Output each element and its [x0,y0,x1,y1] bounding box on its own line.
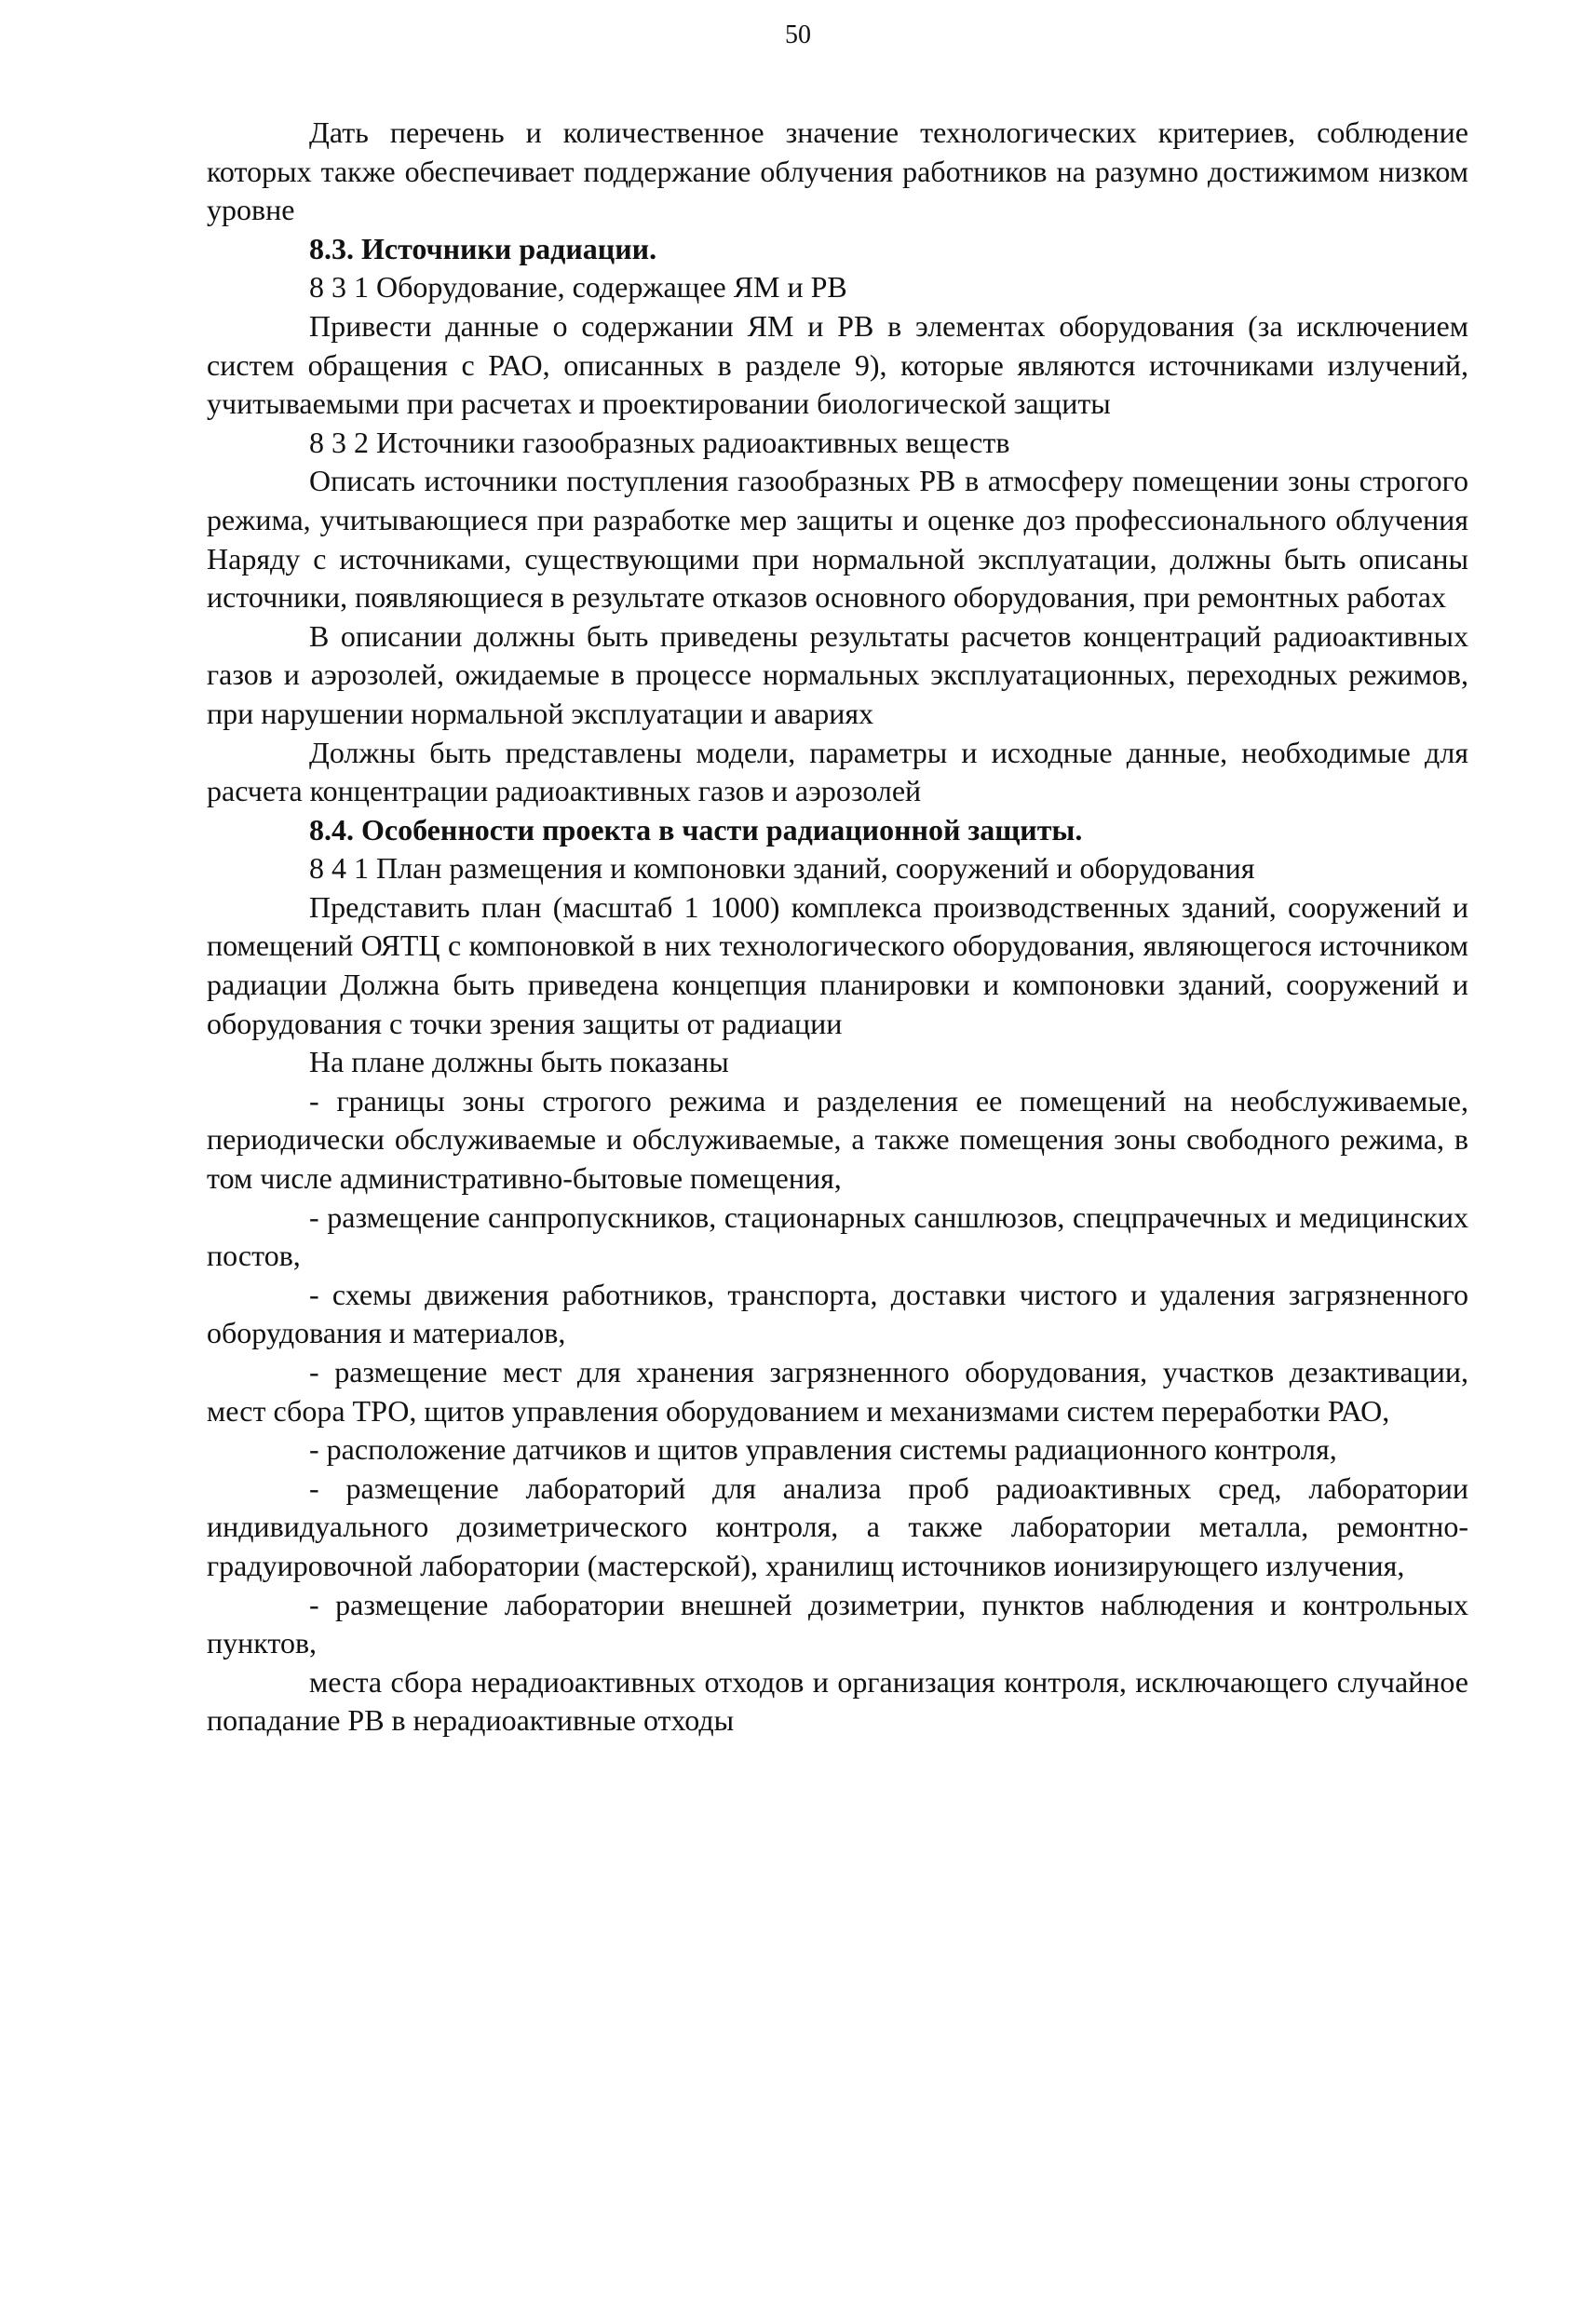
subsection-title-8-3-1: 8 3 1 Оборудование, содержащее ЯМ и РВ [309,270,847,305]
paragraph-8-4-1: Представить план (масштаб 1 1000) комплекса производственных зданий, сооружений и помещений ОЯТЦ с компоновкой в них технологического оборудования, являющегося источником радиации Должна быть приведена концепция планировки и компоновки зданий, сооружений и оборудования с точки зрения защиты от радиации [207,889,1468,1040]
page-number: 50 [785,20,811,49]
paragraph-8-3-2-c: Должны быть представлены модели, параметры и исходные данные, необходимые для расчета концентрации радиоактивных газов и аэрозолей [207,735,1468,808]
paragraph-8-3-2-a: Описать источники поступления газообразных РВ в атмосферу помещении зоны строгого режима, учитывающиеся при разработке мер защиты и оценке доз профессионального облучения Наряду с источниками, существующими при нормальной эксплуатации, должны быть описаны источники, появляющиеся в результате отказов основного оборудования, при ремонтных работах [207,464,1468,615]
list-item: места сбора нерадиоактивных отходов и организация контроля, исключающего случайное попадание РВ в нерадиоактивные отходы [207,1664,1468,1738]
list-item: - границы зоны строгого режима и разделения ее помещений на необслуживаемые, периодически обслуживаемые и обслуживаемые, а также помещения зоны свободного режима, в том числе административно-бытовые помещения, [207,1083,1468,1196]
list-item: - размещение лаборатории внешней дозиметрии, пунктов наблюдения и контрольных пунктов, [207,1587,1468,1660]
list-intro: На плане должны быть показаны [309,1045,729,1079]
list-item: - схемы движения работников, транспорта, доставки чистого и удаления загрязненного оборудования и материалов, [207,1277,1468,1350]
subsection-title-8-4-1: 8 4 1 План размещения и компоновки зданий, сооружений и оборудования [309,851,1255,886]
subsection-title-8-3-2: 8 3 2 Источники газообразных радиоактивных веществ [309,425,1010,459]
list-item: - расположение датчиков и щитов управления системы радиационного контроля, [309,1432,1337,1467]
section-heading-8-4: 8.4. Особенности проекта в части радиационной защиты. [309,812,1083,847]
section-heading-8-3: 8.3. Источники радиации. [309,231,657,265]
list-item: - размещение санпропускников, стационарных саншлюзов, спецпрачечных и медицинских постов, [207,1199,1468,1273]
list-item: - размещение мест для хранения загрязненного оборудования, участков дезактивации, мест сбора ТРО, щитов управления оборудованием и механизмами систем переработки РАО, [207,1355,1468,1428]
paragraph-8-3-2-b: В описании должны быть приведены результаты расчетов концентраций радиоактивных газов и аэрозолей, ожидаемые в процессе нормальных эксплуатационных, переходных режимов, при нарушении нормальной эксплуатации и авариях [207,618,1468,730]
paragraph-8-3-1: Привести данные о содержании ЯМ и РВ в элементах оборудования (за исключением систем обращения с РАО, описанных в разделе 9), которые являются источниками излучений, учитываемыми при расчетах и проектировании биологической защиты [207,308,1468,421]
intro-paragraph: Дать перечень и количественное значение технологических критериев, соблюдение которых также обеспечивает поддержание облучения работников на разумно достижимом низком уровне [207,115,1468,227]
page-body [207,114,1468,1741]
list-item: - размещение лабораторий для анализа проб радиоактивных сред, лаборатории индивидуального дозиметрического контроля, а также лаборатории металла, ремонтно-градуировочной лаборатории (мастерской), хранилищ источников ионизирующего излучения, [207,1470,1468,1582]
